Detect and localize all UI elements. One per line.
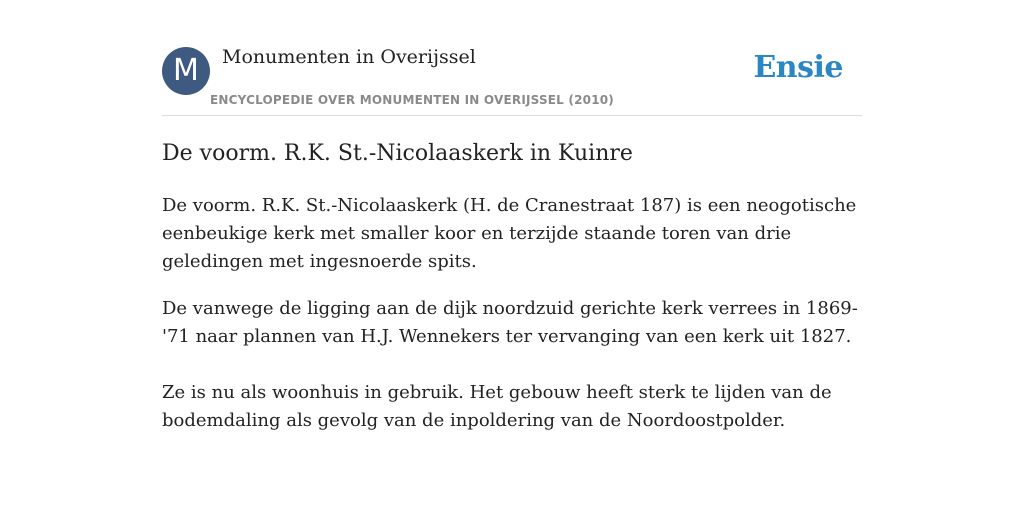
- ensie-logo[interactable]: Ensie: [753, 50, 843, 85]
- source-title-link[interactable]: Monumenten in Overijssel: [222, 46, 476, 68]
- source-avatar[interactable]: M: [162, 47, 210, 95]
- article-paragraph-1: De voorm. R.K. St.-Nicolaaskerk (H. de Cranestraat 187) is een neogotische eenbeukige kerk met smaller koor en terzijde staande toren van drie geledingen met ingesnoerde spits.: [162, 195, 857, 272]
- article-paragraph-2: De vanwege de ligging aan de dijk noordzuid gerichte kerk verrees in 1869-'71 naar plannen van H.J. Wennekers ter vervanging van een kerk uit 1827. Ze is nu als woonhuis in gebruik. Het gebouw heeft sterk te lijden van de bodemdaling als gevolg van de inpoldering van de Noordoostpolder.: [162, 298, 858, 431]
- source-subtitle: ENCYCLOPEDIE OVER MONUMENTEN IN OVERIJSSEL (2010): [210, 93, 614, 107]
- source-header: [162, 40, 862, 116]
- article-content: [162, 138, 862, 435]
- article-title: De voorm. R.K. St.-Nicolaaskerk in Kuinre: [162, 141, 633, 166]
